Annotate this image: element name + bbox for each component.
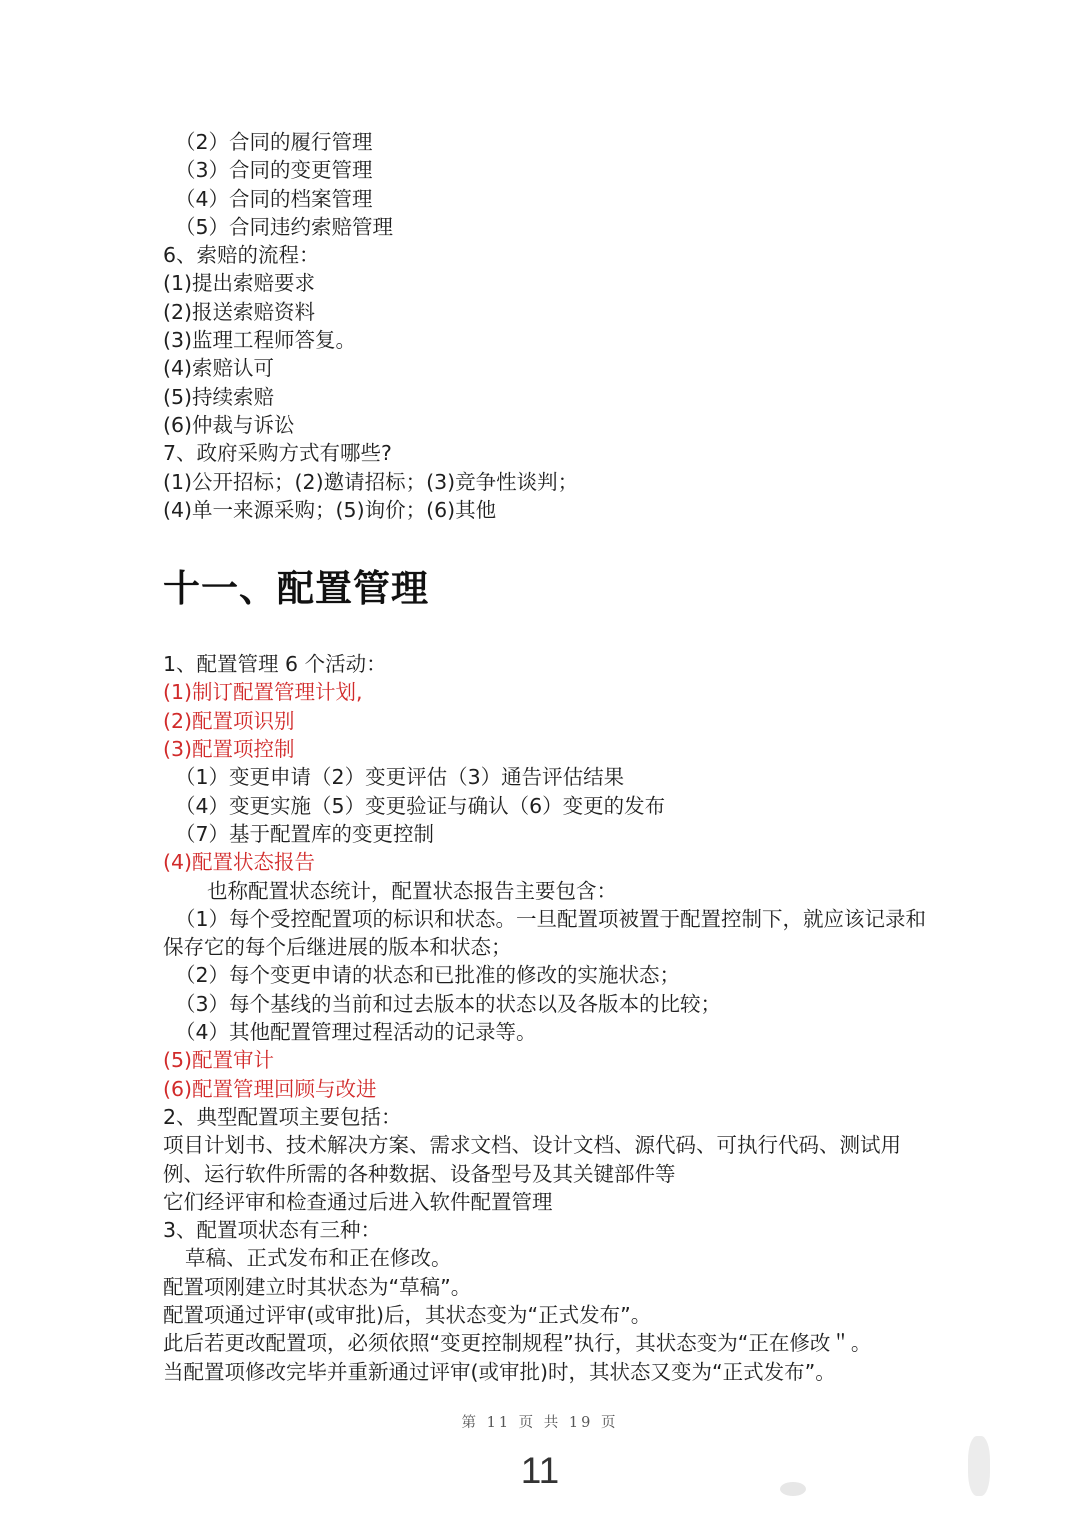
paragraph: 当配置项修改完毕并重新通过评审(或审批)时，其状态又变为“正式发布”。 xyxy=(163,1359,836,1384)
list-item: (5)持续索赔 xyxy=(163,384,275,409)
section-heading: 十一、配置管理 xyxy=(163,567,429,611)
list-item: （2）每个变更申请的状态和已批准的修改的实施状态； xyxy=(175,963,681,988)
list-item: （7）基于配置库的变更控制 xyxy=(175,821,435,846)
list-item: (2)报送索赔资料 xyxy=(163,299,316,324)
list-item: （4）合同的档案管理 xyxy=(175,186,373,211)
paragraph: 草稿、正式发布和正在修改。 xyxy=(185,1246,452,1271)
corner-smudge xyxy=(780,1482,806,1496)
list-item: (4)索赔认可 xyxy=(163,356,275,381)
list-item: （2）合同的履行管理 xyxy=(175,130,373,154)
list-item: (3)监理工程师答复。 xyxy=(163,328,357,353)
list-item: （4）其他配置管理过程活动的记录等。 xyxy=(175,1020,537,1045)
list-item: （5）合同违约索赔管理 xyxy=(175,214,394,239)
list-item: (6)仲裁与诉讼 xyxy=(163,412,295,437)
list-item: （3）每个基线的当前和过去版本的状态以及各版本的比较； xyxy=(175,991,722,1016)
question-title: 2、典型配置项主要包括： xyxy=(163,1104,402,1129)
paragraph: 此后若更改配置项，必须依照“变更控制规程”执行，其状态变为“正在修改＂。 xyxy=(163,1331,872,1356)
list-item: （4）变更实施（5）变更验证与确认（6）变更的发布 xyxy=(175,793,666,818)
highlighted-item: (6)配置管理回顾与改进 xyxy=(163,1076,377,1101)
highlighted-item: (4)配置状态报告 xyxy=(163,850,316,875)
question-title: 3、配置项状态有三种： xyxy=(163,1218,382,1243)
list-item: （1）变更申请（2）变更评估（3）通告评估结果 xyxy=(175,765,625,790)
list-item: (1)提出索赔要求 xyxy=(163,271,316,296)
paragraph: 项目计划书、技术解决方案、需求文档、设计文档、源代码、可执行代码、测试用例、运行软件所需的各种数据、设备型号及其关键部件等 xyxy=(163,1133,901,1186)
page-number: 11 xyxy=(520,1450,560,1491)
question-title: 7、政府采购方式有哪些? xyxy=(163,441,392,466)
paragraph: 配置项通过评审(或审批)后，其状态变为“正式发布”。 xyxy=(163,1302,652,1327)
paragraph: 配置项刚建立时其状态为“草稿”。 xyxy=(163,1274,472,1299)
corner-smudge xyxy=(968,1436,990,1496)
list-item: （3）合同的变更管理 xyxy=(175,158,373,183)
question-title: 1、配置管理 6 个活动： xyxy=(163,652,387,677)
paragraph: 它们经评审和检查通过后进入软件配置管理 xyxy=(163,1189,553,1214)
highlighted-item: (1)制订配置管理计划, xyxy=(163,680,363,705)
highlighted-item: (2)配置项识别 xyxy=(163,708,295,733)
list-item: (1)公开招标；(2)邀请招标；(3)竞争性谈判； xyxy=(163,469,579,494)
paragraph: （1）每个受控配置项的标识和状态。一旦配置项被置于配置控制下，就应该记录和保存它的每个后继进展的版本和状态； xyxy=(163,906,927,960)
list-item: (4)单一来源采购；(5)询价；(6)其他 xyxy=(163,497,497,522)
page-footer-label: 第 11 页 共 19 页 xyxy=(461,1415,619,1431)
paragraph: 也称配置状态统计，配置状态报告主要包含： xyxy=(207,878,617,903)
question-title: 6、索赔的流程： xyxy=(163,243,320,268)
document-body xyxy=(163,128,933,1386)
highlighted-item: (3)配置项控制 xyxy=(163,737,295,762)
highlighted-item: (5)配置审计 xyxy=(163,1048,275,1073)
